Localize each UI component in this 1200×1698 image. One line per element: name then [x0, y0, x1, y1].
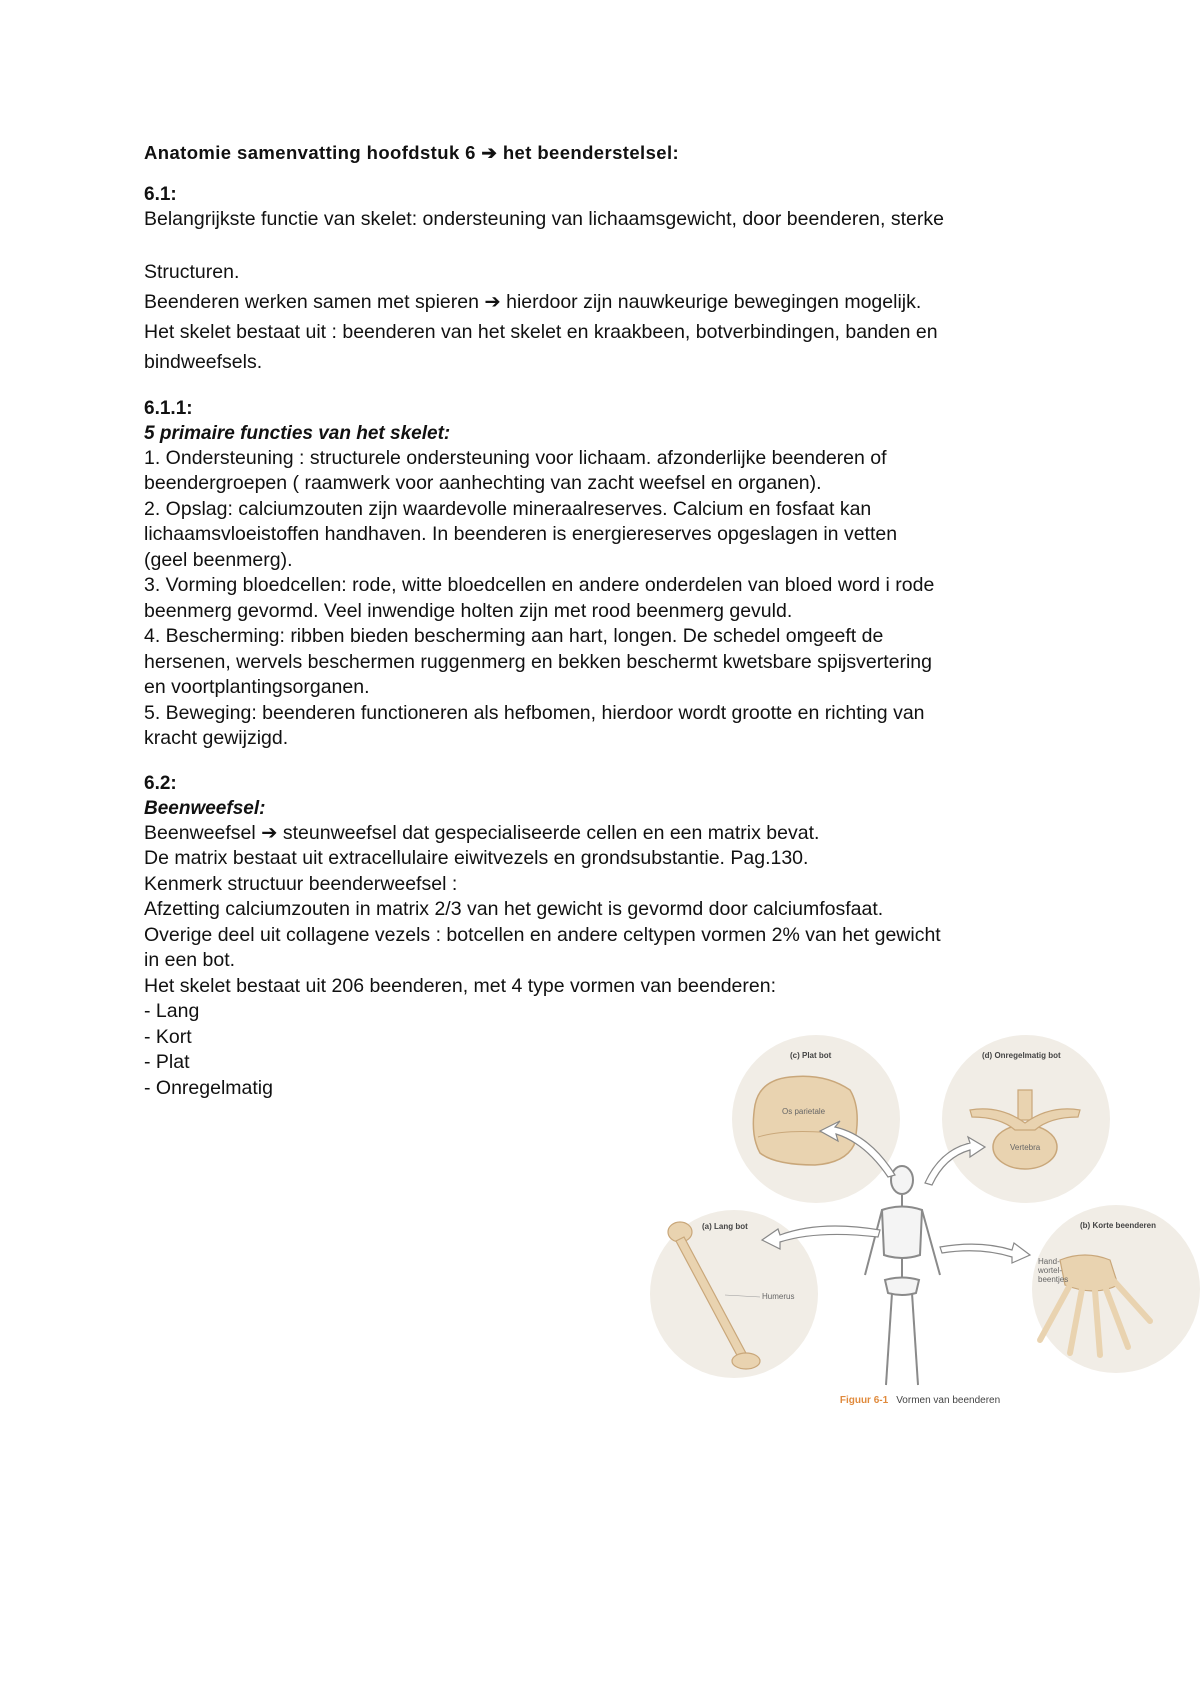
- bone-illustrations: [640, 1035, 1200, 1395]
- paragraph-line: Beenderen werken samen met spieren ➔ hierdoor zijn nauwkeurige bewegingen mogelijk.: [144, 290, 922, 313]
- label-humerus: Humerus: [762, 1292, 795, 1301]
- document-title: Anatomie samenvatting hoofdstuk 6 ➔ het beenderstelsel:: [144, 142, 680, 163]
- figure-caption: [640, 1395, 1200, 1406]
- list-line: (geel beenmerg).: [144, 548, 293, 571]
- paragraph-line: Structuren.: [144, 260, 240, 283]
- figure-number: Figuur 6-1: [839, 1395, 889, 1406]
- list-line: lichaamsvloeistoffen handhaven. In beenderen is energiereserves opgeslagen in vetten: [144, 523, 898, 545]
- paragraph-line: Afzetting calciumzouten in matrix 2/3 van het gewicht is gevormd door calciumfosfaat.: [144, 898, 884, 920]
- paragraph-line: De matrix bestaat uit extracellulaire eiwitvezels en grondsubstantie. Pag.130.: [144, 847, 809, 869]
- label-hand-3: beentjes: [1038, 1275, 1069, 1284]
- section-6-1-1-heading: 6.1.1:: [144, 397, 193, 419]
- panel-label-lang: (a) Lang bot: [702, 1222, 748, 1231]
- panel-label-plat: (c) Plat bot: [790, 1051, 832, 1060]
- bone-type-item: - Kort: [144, 1025, 192, 1048]
- section-6-1-1-subheading: 5 primaire functies van het skelet:: [144, 422, 451, 444]
- document-page: [144, 140, 1074, 1101]
- label-hand-2: wortel-: [1038, 1266, 1063, 1275]
- section-6-1-heading: 6.1:: [144, 184, 177, 205]
- paragraph-line: in een bot.: [144, 949, 236, 971]
- flat-bone-drawing: [753, 1076, 857, 1165]
- bone-shapes-figure: [640, 1035, 1200, 1425]
- list-line: kracht gewijzigd.: [144, 727, 289, 749]
- section-6-2-heading: 6.2:: [144, 772, 177, 794]
- paragraph-line: Beenweefsel ➔ steunweefsel dat gespecialiseerde cellen en een matrix bevat.: [144, 821, 820, 844]
- figure-caption-text: Vormen van beenderen: [896, 1395, 1001, 1406]
- section-6-2-subheading: Beenweefsel:: [144, 797, 266, 819]
- label-vertebra: Vertebra: [1010, 1143, 1041, 1152]
- list-line: 1. Ondersteuning : structurele ondersteuning voor lichaam. afzonderlijke beenderen of: [144, 446, 887, 469]
- bone-type-item: - Plat: [144, 1051, 190, 1073]
- bone-type-item: - Onregelmatig: [144, 1076, 273, 1099]
- list-line: 3. Vorming bloedcellen: rode, witte bloedcellen en andere onderdelen van bloed word i rode: [144, 574, 935, 596]
- list-line: 4. Bescherming: ribben bieden bescherming aan hart, longen. De schedel omgeeft de: [144, 625, 884, 647]
- panel-label-onregelmatig: (d) Onregelmatig bot: [982, 1051, 1061, 1060]
- paragraph-line: Kenmerk structuur beenderweefsel :: [144, 872, 458, 895]
- list-line: beendergroepen ( raamwerk voor aanhechting van zacht weefsel en organen).: [144, 472, 822, 494]
- bone-type-item: - Lang: [144, 1000, 200, 1022]
- vertebra-drawing: [970, 1090, 1080, 1169]
- label-pariet: Os parietale: [782, 1107, 826, 1116]
- paragraph-line: Belangrijkste functie van skelet: ondersteuning van lichaamsgewicht, door beenderen, sterke: [144, 208, 944, 230]
- label-hand-1: Hand-: [1038, 1257, 1060, 1266]
- list-line: 2. Opslag: calciumzouten zijn waardevolle mineraalreserves. Calcium en fosfaat kan: [144, 497, 872, 520]
- skeleton-drawing: [865, 1166, 940, 1385]
- paragraph-line: bindweefsels.: [144, 350, 263, 373]
- list-line: 5. Beweging: beenderen functioneren als hefbomen, hierdoor wordt grootte en richting van: [144, 701, 925, 724]
- paragraph-line: Het skelet bestaat uit 206 beenderen, met 4 type vormen van beenderen:: [144, 974, 776, 997]
- humerus-drawing: [668, 1222, 760, 1369]
- paragraph-line: Het skelet bestaat uit : beenderen van het skelet en kraakbeen, botverbindingen, banden en: [144, 320, 938, 343]
- panel-label-kort: (b) Korte beenderen: [1080, 1221, 1157, 1230]
- list-line: en voortplantingsorganen.: [144, 676, 370, 698]
- list-line: beenmerg gevormd. Veel inwendige holten zijn met rood beenmerg gevuld.: [144, 599, 793, 622]
- paragraph-line: Overige deel uit collagene vezels : botcellen en andere celtypen vormen 2% van het gewicht: [144, 923, 941, 946]
- list-line: hersenen, wervels beschermen ruggenmerg en bekken beschermt kwetsbare spijsvertering: [144, 650, 932, 673]
